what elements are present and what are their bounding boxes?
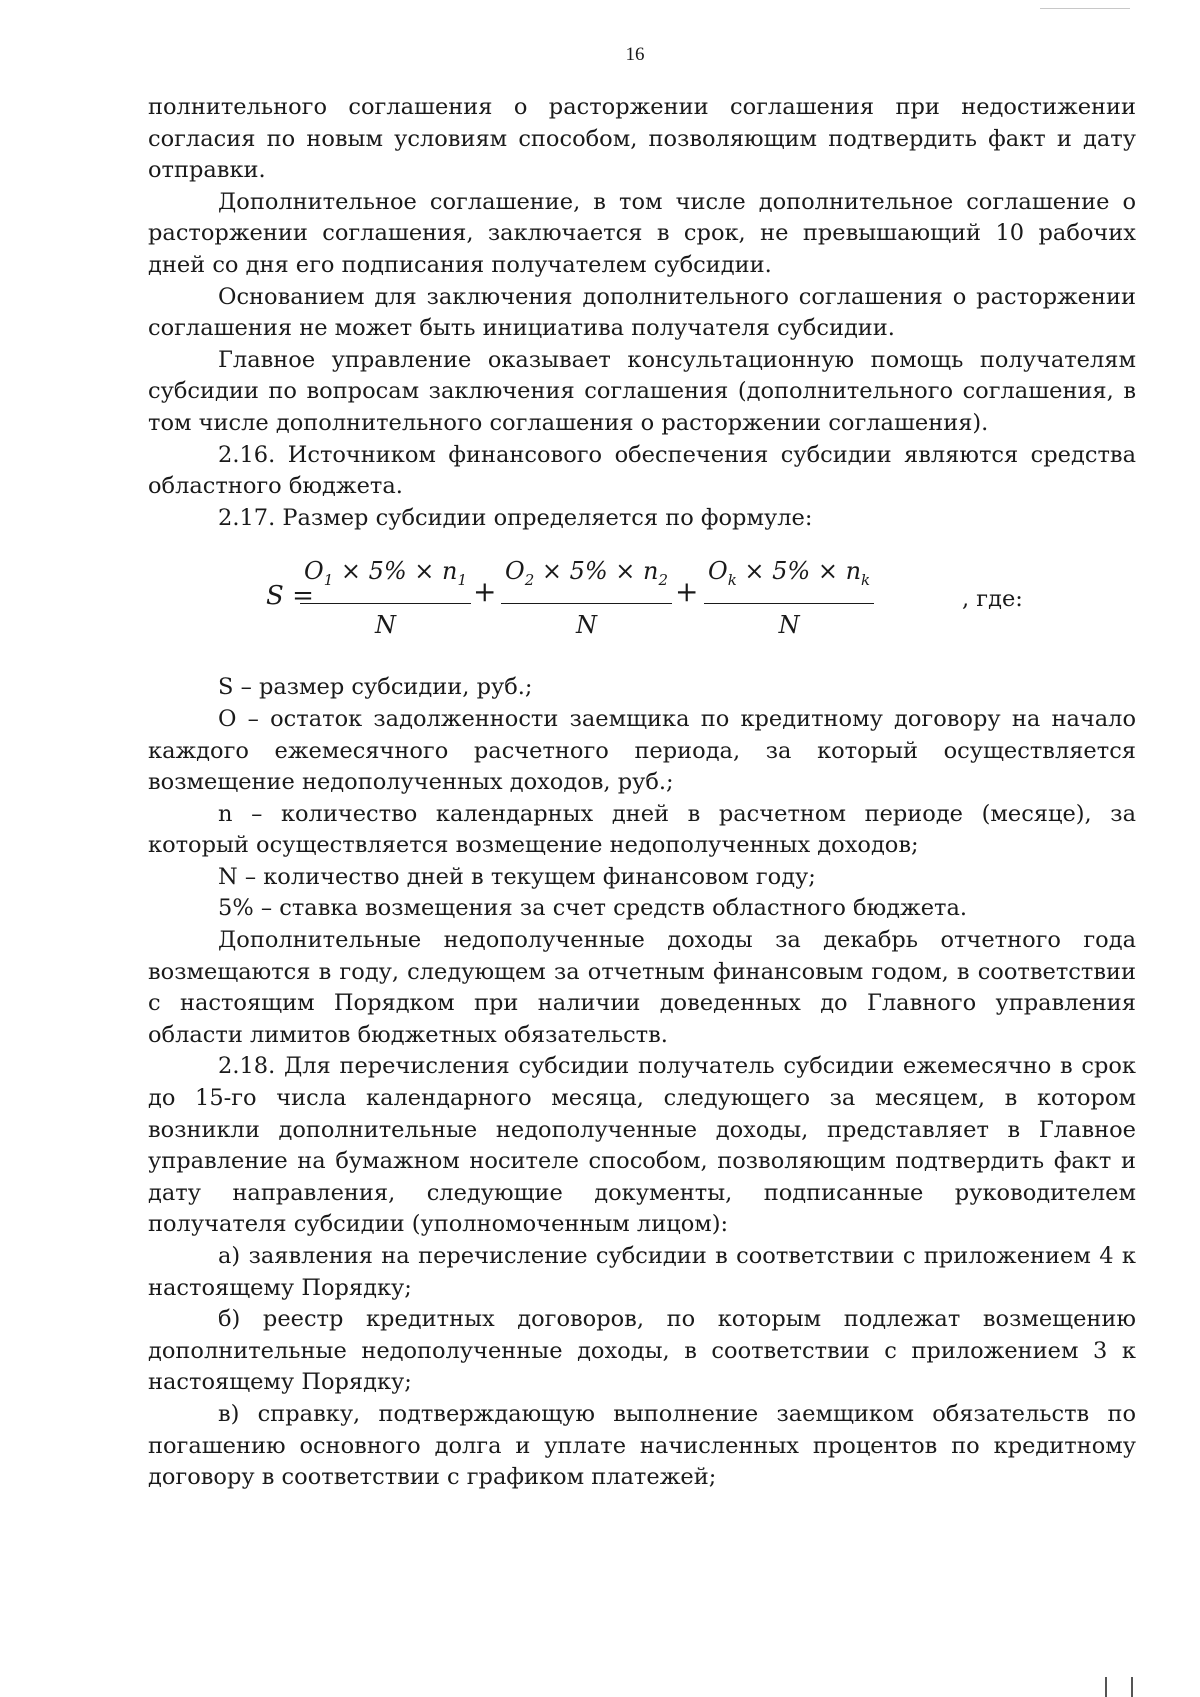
- formula-term-1: $\frac{O_1 \times 5\% \times n_1}{N}$: [300, 556, 471, 641]
- list-item-v: в) справку, подтверждающую выполнение заемщиком обязательств по погашению основного долга и уплате начисленных процентов по кредитному договору в соответствии с графиком платежей;: [148, 1400, 1136, 1491]
- definition-s: S – размер субсидии, руб.;: [218, 674, 533, 701]
- definition-n-upper: N – количество дней в текущем финансовом году;: [218, 863, 816, 890]
- paragraph-2-17: 2.17. Размер субсидии определяется по формуле:: [218, 504, 813, 531]
- paragraph-additional-agreement-term: Дополнительное соглашение, в том числе дополнительное соглашение о расторжении соглашения, заключается в срок, не превышающий 10 рабочих дней со дня его подписания получателем субсидии.: [148, 188, 1136, 278]
- definition-o: О – остаток задолженности заемщика по кредитному договору на начало каждого ежемесячного расчетного периода, за который осуществляется возмещение недополученных доходов, руб.;: [148, 705, 1136, 796]
- definition-rate: 5% – ставка возмещения за счет средств областного бюджета.: [218, 895, 968, 922]
- formula-lhs: S =: [266, 581, 314, 612]
- paragraph-continuation: полнительного соглашения о расторжении соглашения при недостижении согласия по новым условиям способом, позволяющим подтвердить факт и дату отправки.: [148, 94, 1136, 184]
- paragraph-2-16: 2.16. Источником финансового обеспечения субсидии являются средства областного бюджета.: [148, 441, 1136, 500]
- formula-plus-2: +: [675, 575, 699, 609]
- paragraph-consultation-help: Главное управление оказывает консультационную помощь получателям субсидии по вопросам заключения соглашения (дополнительного соглашения, в том числе дополнительного соглашения о расторжении соглашения).: [148, 346, 1136, 436]
- document-body: [148, 92, 1136, 1494]
- page-number: 16: [625, 44, 645, 65]
- paragraph-termination-basis: Основанием для заключения дополнительного соглашения о расторжении соглашения не может быть инициатива получателя субсидии.: [148, 283, 1136, 342]
- subsidy-formula: [148, 534, 1136, 666]
- formula-term-2: $\frac{O_2 \times 5\% \times n_2}{N}$: [501, 556, 672, 641]
- paragraph-2-18: 2.18. Для перечисления субсидии получатель субсидии ежемесячно в срок до 15-го числа календарного месяца, следующего за месяцем, в котором возникли дополнительные недополученные доходы, представляет в Главное управление на бумажном носителе способом, позволяющим подтвердить факт и дату направления, следующие документы, подписанные руководителем получателя субсидии (уполномоченным лицом):: [148, 1053, 1136, 1238]
- page-edge-mark: [1040, 0, 1130, 9]
- formula-where-label: , где:: [962, 586, 1023, 613]
- list-item-a: а) заявления на перечисление субсидии в соответствии с приложением 4 к настоящему Порядку;: [148, 1243, 1136, 1301]
- formula-plus-1: +: [473, 575, 497, 609]
- page-edge-ticks: [1105, 1677, 1145, 1697]
- formula-term-3: $\frac{O_k \times 5\% \times n_k}{N}$: [704, 556, 874, 641]
- list-item-b: б) реестр кредитных договоров, по которым подлежат возмещению дополнительные недополученные доходы, в соответствии с приложением 3 к настоящему Порядку;: [148, 1306, 1136, 1396]
- definition-n-lower: n – количество календарных дней в расчетном периоде (месяце), за который осуществляется возмещение недополученных доходов;: [148, 800, 1136, 859]
- paragraph-december-income: Дополнительные недополученные доходы за декабрь отчетного года возмещаются в году, следующем за отчетным финансовым годом, в соответствии с настоящим Порядком при наличии доведенных до Главного управления области лимитов бюджетных обязательств.: [148, 927, 1136, 1048]
